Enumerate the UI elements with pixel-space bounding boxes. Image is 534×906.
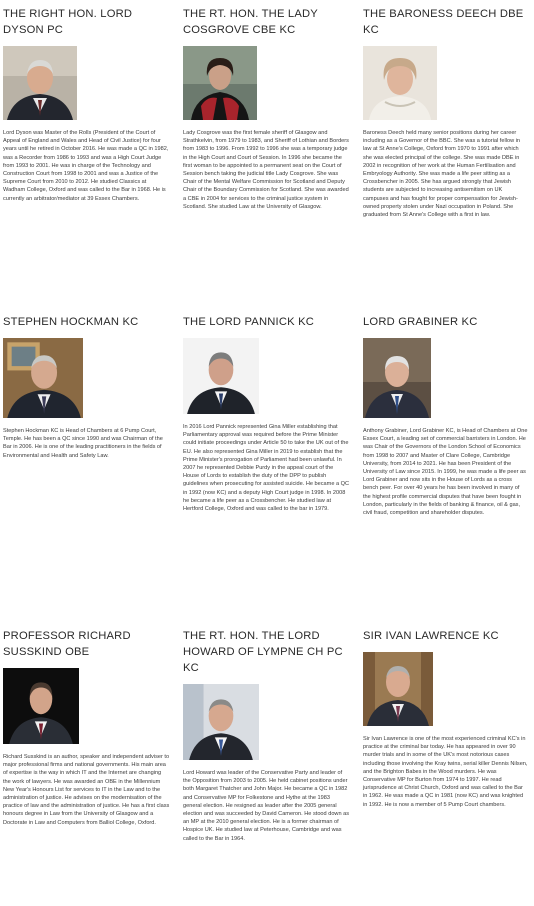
person-card-howard — [180, 622, 360, 906]
person-bio: Lady Cosgrove was the first female sheriff of Glasgow and Strathkelvin, from 1979 to 1983, and Sheriff of Lothian and Borders from 1983 to 1996. From 1992 to 1996 she was a temporary judge in the High Court and Court of Session. In 1996 she became the first woman to be appointed to a permanent seat on the Court of Session bench taking the judicial title Lady Cosgrove. She was Chair of the Mental Welfare Commission for Scotland and Deputy Chair of the Boundary Commission for Scotland. She was awarded a CBE in 2004 for services to the criminal justice system in Scotland. She studied Law at the University of Glasgow. — [183, 130, 349, 210]
portrait-photo — [3, 668, 79, 744]
person-card-pannick — [180, 308, 360, 622]
person-bio: Baroness Deech held many senior positions during her career including as a Governor of the BBC. She was a tutorial fellow in law at St Anne's College, Oxford from 1970 to 1991 after which she was elected principal of the college. She was made DBE in 2002 in recognition of her work at the Human Fertilisation and Embryology Authority. She was made a life peer sitting as a Crossbencher in 2005. She has argued strongly that Jewish students are subjected to increasing antisemitism on UK campuses and has fought for proper compensation for Jewish-owned property stolen under Nazi occupation in Poland. She graduated from St Anne's College with a first in law. — [363, 130, 521, 219]
person-card-lawrence — [360, 622, 534, 906]
person-name: THE BARONESS DEECH DBE KC — [363, 8, 524, 36]
person-name: PROFESSOR RICHARD SUSSKIND OBE — [3, 630, 131, 658]
portrait-photo — [3, 46, 77, 120]
person-card-cosgrove — [180, 0, 360, 308]
portrait-photo — [183, 46, 257, 120]
person-name: STEPHEN HOCKMAN KC — [3, 316, 139, 328]
person-bio: Lord Howard was leader of the Conservative Party and leader of the Opposition from 2003 to 2005. He held cabinet positions under both Margaret Thatcher and John Major. He became a QC in 1982 and Conservative MP for Folkestone and Hythe at the 1983 general election. He resigned as leader after the 2005 general election and was succeeded by David Cameron. He stood down as an MP at the 2010 general election. He is a former chairman of Hospice UK. He studied law at Peterhouse, Cambridge and was called to the Bar in 1964. — [183, 770, 350, 842]
portrait-photo — [363, 46, 437, 120]
portrait-photo — [3, 338, 83, 418]
person-card-susskind — [0, 622, 180, 906]
person-bio: Lord Dyson was Master of the Rolls (President of the Court of Appeal of England and Wales and Head of Civil Justice) for four years until he retired in October 2016. He was made a QC in 1982, was a Recorder from 1986 to 1993 and was a High Court Judge from 1993 to 2001. He was in charge of the Technology and Construction Court from 1998 to 2001 and was a Justice of the Supreme Court from 2010 to 2012. He studied Classics at Wadham College, Oxford and was called to the Bar in 1968. He is currently an arbitrator/mediator at 39 Essex Chambers. — [3, 130, 169, 202]
person-name: LORD GRABINER KC — [363, 316, 478, 328]
person-name: THE RT. HON. THE LADY COSGROVE CBE KC — [183, 8, 318, 36]
person-card-dyson — [0, 0, 180, 308]
person-bio: Sir Ivan Lawrence is one of the most experienced criminal KC's in practice at the criminal bar today. He has appeared in over 90 murder trials and in some of the UK's most notorious cases including those involving the Kray twins, serial killer Dennis Nilsen, and the Brighton Babes in the Wood murders. He was Conservative MP for Burton from 1974 to 1997. He read jurisprudence at Christ Church, Oxford and was called to the Bar in 1962. He was made a QC in 1981 (now KC) and was knighted in 1992. He is now a member of 5 Pump Court chambers. — [363, 736, 528, 808]
person-card-grabiner — [360, 308, 534, 622]
person-card-deech — [360, 0, 534, 308]
portrait-photo — [183, 338, 259, 414]
person-name: SIR IVAN LAWRENCE KC — [363, 630, 499, 642]
person-bio: Stephen Hockman KC is Head of Chambers at 6 Pump Court, Temple. He has been a QC since 1990 and was Chairman of the Bar in 2006. He is one of the leading practitioners in the fields of Environmental and Health and Safety Law. — [3, 428, 163, 459]
person-bio: Anthony Grabiner, Lord Grabiner KC, is Head of Chambers at One Essex Court, a leading set of commercial barristers in London. He was Chair of the Governors of the London School of Economics from 1998 to 2007 and Master of Clare College, Cambridge University, from 2014 to 2021. He has been President of the University of Law since 2015. In 1999, he was made a life peer as Lord Grabiner and now sits in the House of Lords as a cross bench peer. For over 40 years he has been involved in many of the highest profile commercial disputes that have been fought in London, particularly in the fields of banking & finance, oil & gas, civil fraud, competition and shareholder disputes. — [363, 428, 528, 517]
portrait-photo — [363, 652, 433, 726]
person-bio: Richard Susskind is an author, speaker and independent adviser to major professional firms and national governments. His main area of expertise is the way in which IT and the Internet are changing the work of lawyers. He was awarded an OBE in the Millennium New Year's Honours List for services to IT in the Law and to the administration of justice. He advises on the modernisation of the practice of law and the administration of justice. He has a first class honours degree in Law from the University of Glasgow and a Doctorate in Law and Computers from Balliol College, Oxford. — [3, 754, 170, 826]
person-name: THE RT. HON. THE LORD HOWARD OF LYMPNE CH PC KC — [183, 630, 343, 674]
person-bio: In 2016 Lord Pannick represented Gina Miller establishing that Parliamentary approval was required before the Prime Minister could initiate proceedings under Article 50 to take the UK out of the EU. He also represented Gina Miller in 2019 to establish that the Prime Minister's prorogation of Parliament had been unlawful. In 2007 he represented Debbie Purdy in the appeal court of the House of Lords to establish the duty of the DPP to publish guidelines when prosecuting for assisted suicide. He became a QC in 1992 (now KC) and a deputy High Court judge in 1998. In 2008 he became a life peer as a Crossbencher. He studied law at Hertford College, Oxford and was called to the bar in 1979. — [183, 424, 350, 513]
person-card-hockman — [0, 308, 180, 622]
portrait-photo — [363, 338, 431, 418]
portrait-photo — [183, 684, 259, 760]
person-name: THE LORD PANNICK KC — [183, 316, 315, 328]
person-name: THE RIGHT HON. LORD DYSON PC — [3, 8, 133, 36]
